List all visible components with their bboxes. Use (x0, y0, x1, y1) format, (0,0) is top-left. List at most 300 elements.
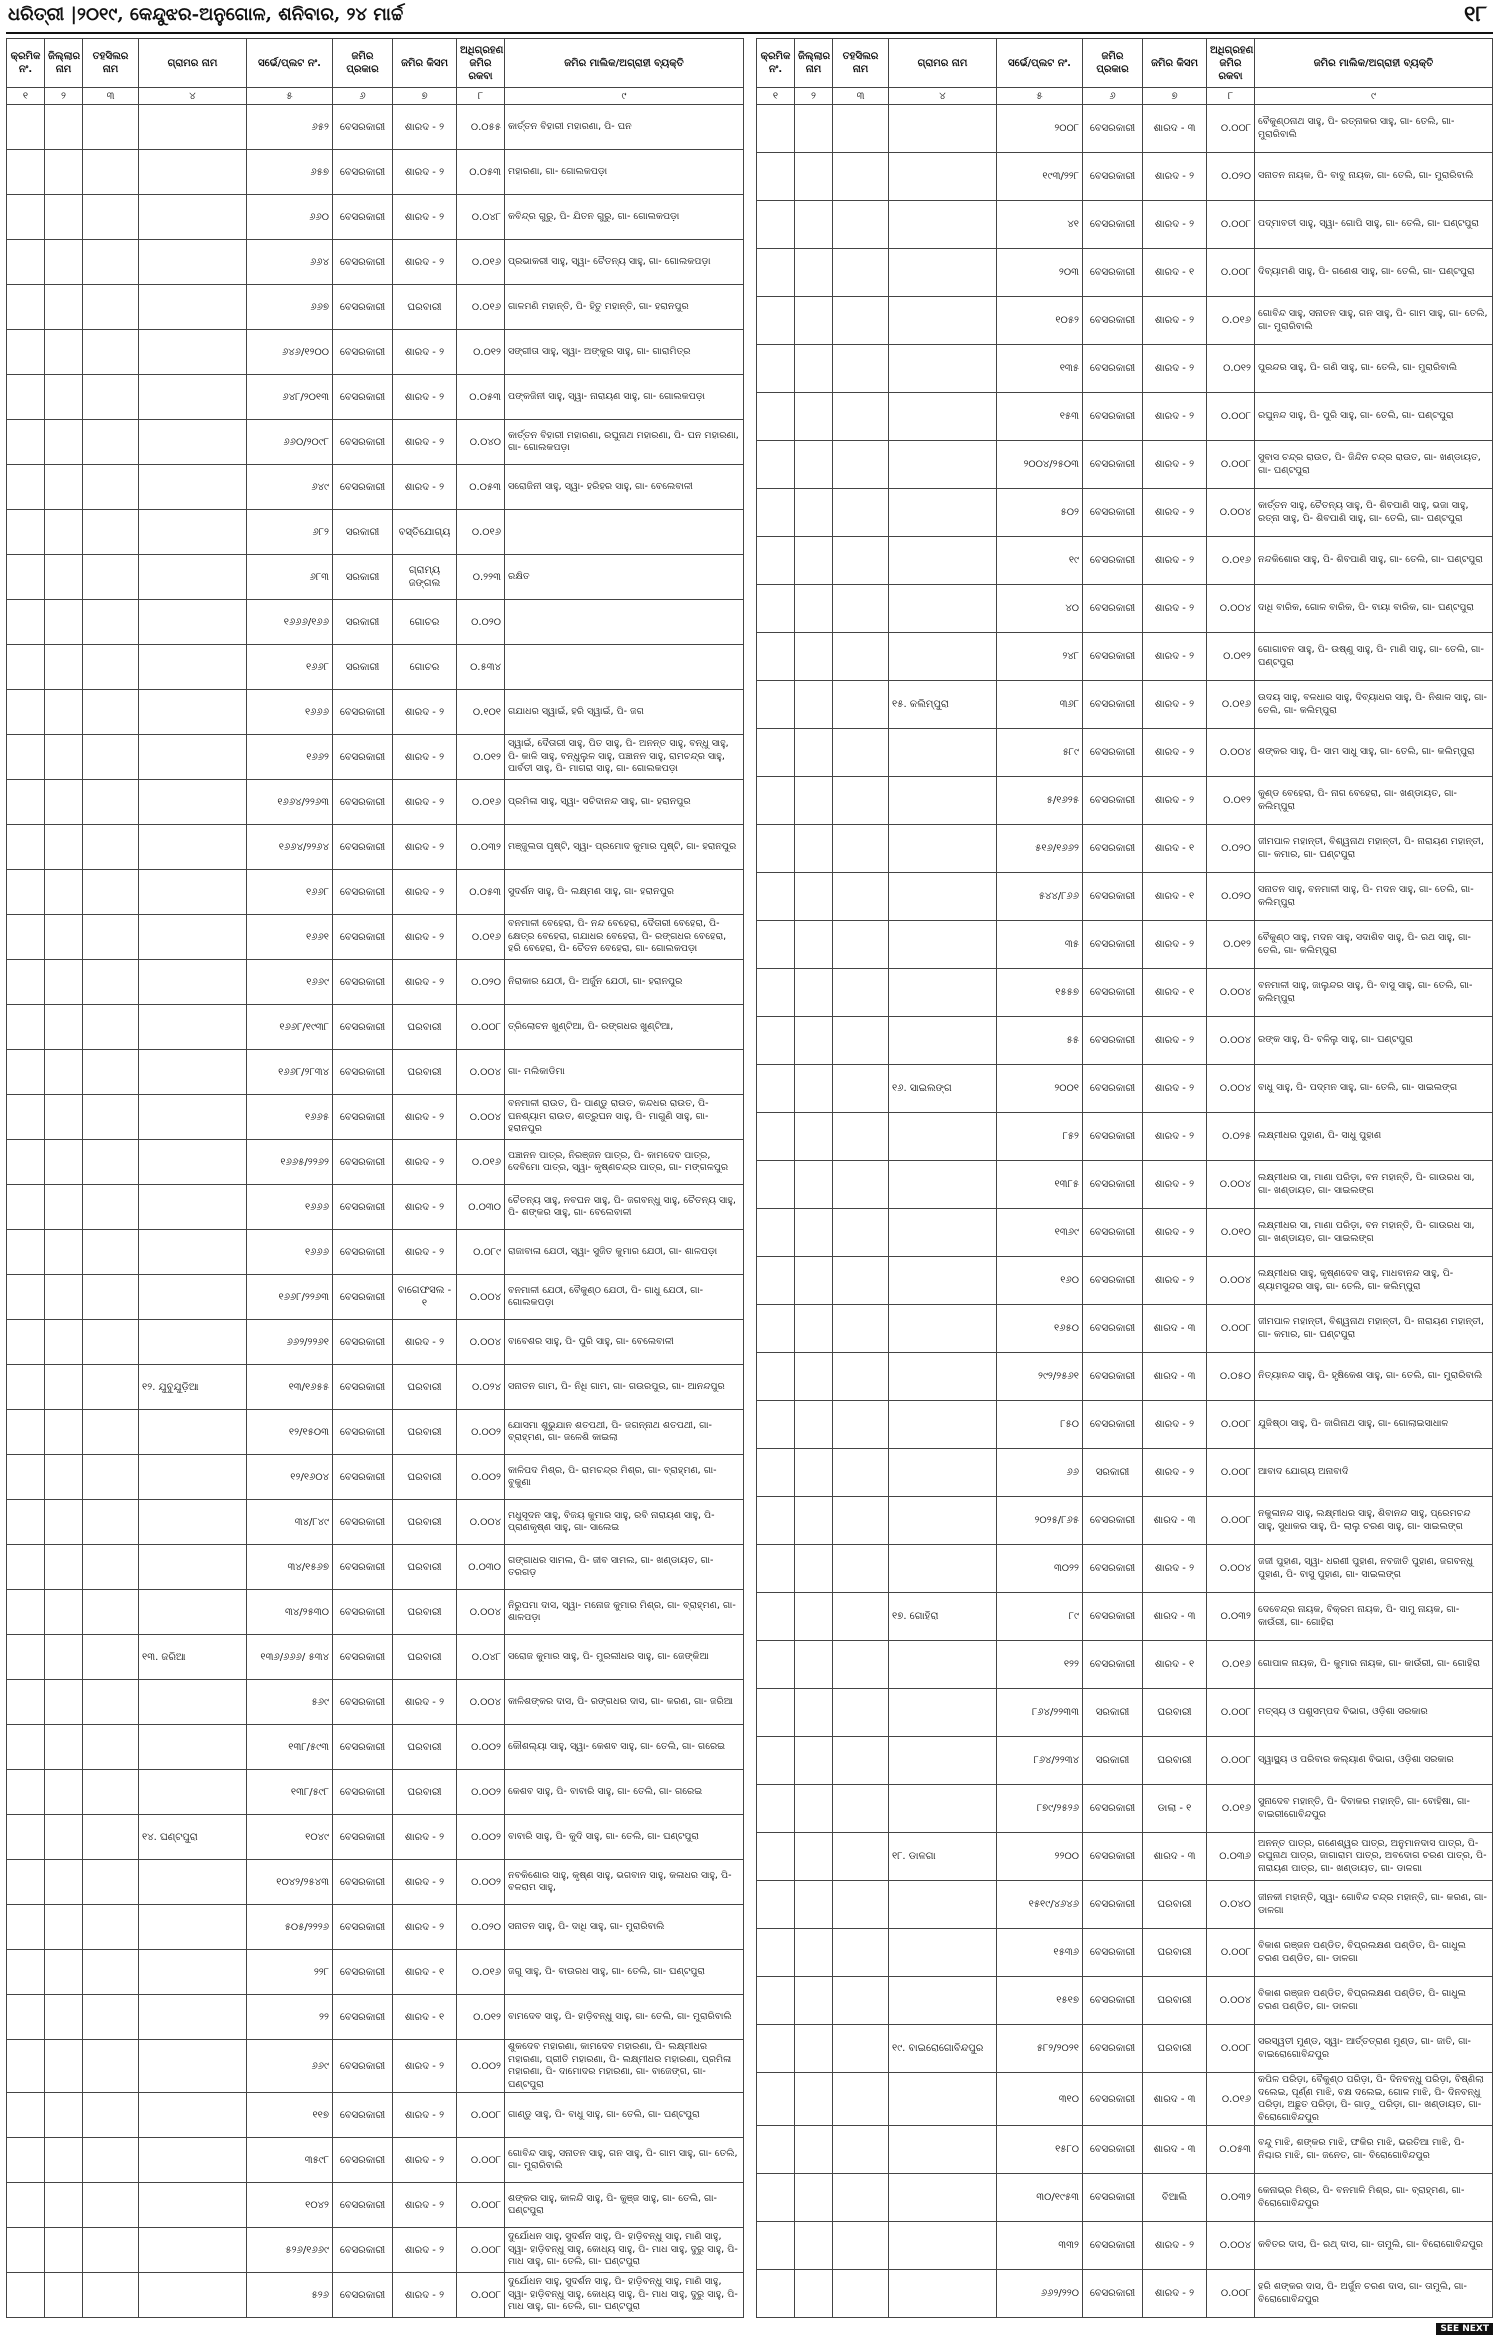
district-cell (795, 2126, 833, 2174)
land-kisam-cell: ଶାରଦ - ୧ (1143, 249, 1207, 297)
district-cell (795, 1641, 833, 1689)
area-cell: ୦.୦୨୦ (1207, 825, 1255, 873)
district-cell (795, 585, 833, 633)
serial-cell (757, 2025, 795, 2073)
tahasil-cell (833, 1065, 889, 1113)
district-cell (45, 780, 83, 825)
serial-cell (7, 1590, 45, 1635)
land-type-cell: ବେସରକାରୀ (333, 1770, 393, 1815)
table-row (7, 1500, 744, 1545)
serial-cell (757, 2174, 795, 2222)
tahasil-cell (833, 1257, 889, 1305)
village-cell (889, 2174, 997, 2222)
table-row (757, 249, 1493, 297)
serial-cell (7, 1320, 45, 1365)
village-cell: ୧୭. ଗୋହିରା (889, 1593, 997, 1641)
district-cell (45, 420, 83, 465)
column-header: ଜିଲ୍ଲାର ନାମ (795, 39, 833, 88)
table-row (757, 729, 1493, 777)
district-cell (795, 105, 833, 153)
area-cell: ୦.୦୫୩ (457, 870, 505, 915)
table-row (7, 1680, 744, 1725)
area-cell: ୦.୦୦୮ (1207, 1497, 1255, 1545)
owner-cell: ଯୋସମା ଶୁଭୁଯାନ ଶତପଥୀ, ପି- ଜଗନ୍ନାଥ ଶତପଥୀ, ଗା- ବ୍ରାହ୍ମଣ, ଗା- ଜଳେଶି କାଇଲା (505, 1410, 744, 1455)
land-kisam-cell: ଘରବାରୀ (393, 285, 457, 330)
owner-cell (505, 510, 744, 555)
owner-cell: ନିତ୍ୟାନନ୍ଦ ସାହୁ, ପି- ହୃଷିକେଶ ସାହୁ, ଗା- ତେଲି, ଗା- ମୁରାରିବାଲି (1255, 1353, 1493, 1401)
district-cell (795, 1449, 833, 1497)
table-row (7, 915, 744, 960)
district-cell (45, 330, 83, 375)
district-cell (45, 1140, 83, 1185)
owner-cell: କାର୍ତ୍ତନ ବିହାରୀ ମହାରଣା, ପି- ଘନ (505, 105, 744, 150)
district-cell (795, 297, 833, 345)
plot-number-cell: ୧୩୮୫ (997, 1161, 1083, 1209)
table-row (757, 585, 1493, 633)
area-cell: ୦.୦୦୨ (457, 1815, 505, 1860)
district-cell (45, 195, 83, 240)
land-kisam-cell: ଘରବାରୀ (393, 1050, 457, 1095)
table-row (7, 825, 744, 870)
tahasil-cell (83, 2040, 139, 2093)
table-row (757, 393, 1493, 441)
land-type-cell: ବେସରକାରୀ (333, 825, 393, 870)
table-row (7, 1905, 744, 1950)
owner-cell: କାଳିଶଙ୍କର ଦାସ, ପି- ରଙ୍ଗଧର ଦାସ, ଗା- କରଣ, ଗା- ଜରିଆ (505, 1680, 744, 1725)
land-kisam-cell: ଶାରଦ - ୨ (1143, 1113, 1207, 1161)
land-type-cell: ବେସରକାରୀ (1083, 345, 1143, 393)
land-type-cell: ବେସରକାରୀ (333, 2040, 393, 2093)
area-cell: ୦.୦୦୪ (1207, 1545, 1255, 1593)
serial-cell (757, 153, 795, 201)
plot-number-cell: ୫୦୫/୨୨୨୬ (247, 1905, 333, 1950)
district-cell (45, 1815, 83, 1860)
village-cell (139, 2273, 247, 2318)
table-row (757, 2073, 1493, 2126)
land-type-cell: ବେସରକାରୀ (1083, 1161, 1143, 1209)
land-type-cell: ସରକାରୀ (1083, 1737, 1143, 1785)
serial-cell (7, 1005, 45, 1050)
land-type-cell: ବେସରକାରୀ (333, 1905, 393, 1950)
plot-number-cell: ୧୬୬୬/୧୬୬ (247, 600, 333, 645)
area-cell: ୦.୦୦୮ (457, 2093, 505, 2138)
district-cell (795, 729, 833, 777)
village-cell (139, 1545, 247, 1590)
land-kisam-cell: ଶାରଦ - ୨ (393, 1230, 457, 1275)
village-cell (139, 1500, 247, 1545)
area-cell: ୦.୦୦୮ (457, 2183, 505, 2228)
land-kisam-cell: ଘରବାରୀ (393, 1545, 457, 1590)
land-kisam-cell: ଶାରଦ - ୨ (393, 825, 457, 870)
land-type-cell: ବେସରକାରୀ (333, 1500, 393, 1545)
district-cell (795, 2025, 833, 2073)
owner-cell: ଜଗୁ ସାହୁ, ପି- ବାଉରଧ ସାହୁ, ଗା- ତେଲି, ଗା- ଘଣ୍ଟପୁରା (505, 1950, 744, 1995)
area-cell: ୦.୦୧୬ (457, 510, 505, 555)
serial-cell (757, 1593, 795, 1641)
owner-cell: ବାବାରି ସାହୁ, ପି- କୁଦି ସାହୁ, ଗା- ତେଲି, ଗା- ଘଣ୍ଟପୁରା (505, 1815, 744, 1860)
village-cell (889, 777, 997, 825)
owner-cell: ବାଧୁ ସାହୁ, ପି- ପଦ୍ମନ ସାହୁ, ଗା- ତେଲି, ଗା- ସାଇଲଙ୍ଗ (1255, 1065, 1493, 1113)
district-cell (45, 555, 83, 600)
serial-cell (7, 600, 45, 645)
village-cell (889, 921, 997, 969)
land-kisam-cell: ଘରବାରୀ (1143, 1977, 1207, 2025)
plot-number-cell: ୧୫୩୬ (997, 1929, 1083, 1977)
tahasil-cell (83, 1455, 139, 1500)
plot-number-cell: ୩୪/୮୪୯ (247, 1500, 333, 1545)
land-kisam-cell: ଶାରଦ - ୨ (393, 150, 457, 195)
owner-cell: କପିଳ ପରିଡ଼ା, ବୈକୁଣ୍ଠ ପରିଡ଼ା, ପି- ଦିନବନ୍ଧୁ ପରିଡ଼ା, ବିଷ୍ଣିଲା ଦଲେଇ, ପୂର୍ଣ୍ଣ ମାଝି, ବକ୍ଷ ଦଲେଇ, ଗୋଳ ମାଝି, ପି- ଦିନବନ୍ଧୁ ପରିଡ଼ା, ଅଛୁତ ପରିଡ଼ା, ପି- ଗାଡ଼ୁ ପରିଡ଼ା, ଗା- ଖଣ୍ଡାୟତ, ଗା- ବିରୋଗୋବିନ୍ଦପୁର (1255, 2073, 1493, 2126)
left-land-table-panel (6, 38, 744, 2318)
plot-number-cell: ୧୬୬୧ (247, 915, 333, 960)
table-row (7, 1590, 744, 1635)
land-type-cell: ବେସରକାରୀ (333, 195, 393, 240)
serial-cell (7, 1995, 45, 2040)
land-acquisition-table-right (756, 38, 1493, 2318)
land-type-cell: ବେସରକାରୀ (333, 1725, 393, 1770)
owner-cell: ଆବାଦ ଯୋଗ୍ୟ ଅନାବାଦି (1255, 1449, 1493, 1497)
plot-number-cell: ୨୨୦୦ (997, 1833, 1083, 1881)
serial-cell (7, 825, 45, 870)
column-header: ସର୍ଭେ/ପ୍ଲଟ ନଂ. (997, 39, 1083, 88)
table-row (757, 873, 1493, 921)
serial-cell (7, 1770, 45, 1815)
land-kisam-cell: ଘରବାରୀ (1143, 1689, 1207, 1737)
district-cell (795, 1881, 833, 1929)
area-cell: ୦.୦୦୪ (1207, 1257, 1255, 1305)
land-type-cell: ବେସରକାରୀ (333, 2228, 393, 2273)
district-cell (795, 921, 833, 969)
owner-cell: ଗା- ମଲିକାଡିମା (505, 1050, 744, 1095)
tahasil-cell (83, 600, 139, 645)
table-row (757, 2126, 1493, 2174)
tahasil-cell (833, 1785, 889, 1833)
land-type-cell: ବେସରକାରୀ (1083, 1833, 1143, 1881)
village-cell (889, 393, 997, 441)
table-row (7, 2183, 744, 2228)
serial-cell (757, 537, 795, 585)
tahasil-cell (833, 1209, 889, 1257)
land-kisam-cell: ଶାରଦ - ୩ (1143, 2073, 1207, 2126)
district-cell (795, 1257, 833, 1305)
plot-number-cell: ୧୫୧୯/୪୬୪୬ (997, 1881, 1083, 1929)
land-type-cell: ବେସରକାରୀ (333, 735, 393, 780)
land-kisam-cell: ଶାରଦ - ୨ (393, 780, 457, 825)
land-kisam-cell: ଶାରଦ - ୩ (1143, 1593, 1207, 1641)
village-cell (139, 1050, 247, 1095)
tahasil-cell (83, 645, 139, 690)
district-cell (45, 150, 83, 195)
land-type-cell: ବେସରକାରୀ (1083, 1305, 1143, 1353)
land-type-cell: ବେସରକାରୀ (333, 1680, 393, 1725)
table-row (757, 1497, 1493, 1545)
area-cell: ୦.୦୪୦ (457, 420, 505, 465)
serial-cell (7, 285, 45, 330)
serial-cell (7, 1860, 45, 1905)
table-row (7, 555, 744, 600)
owner-cell: ଗଙ୍ଗାଧର ସାମଲ, ପି- ଜୀବ ସାମଲ, ଗା- ଖଣ୍ଡାୟତ, ଗା- ତରଗଡ଼ (505, 1545, 744, 1590)
owner-cell: ତ୍ରିଲୋଚନ ଖୁଣ୍ଟିଆ, ପି- ରଙ୍ଗଧର ଖୁଣ୍ଟିଆ, (505, 1005, 744, 1050)
owner-cell: ଯୁଜିଷ୍ଠା ସାହୁ, ପି- ଜାଗିନାଥ ସାହୁ, ଗା- ଗୋଲାଇସାଧାଳ (1255, 1401, 1493, 1449)
table-row (757, 1065, 1493, 1113)
district-cell (795, 1353, 833, 1401)
land-type-cell: ବେସରକାରୀ (333, 1320, 393, 1365)
district-cell (45, 690, 83, 735)
land-kisam-cell: ଘରବାରୀ (1143, 1737, 1207, 1785)
land-kisam-cell: ଶାରଦ - ୨ (393, 1095, 457, 1140)
serial-cell (7, 375, 45, 420)
area-cell: ୦.୦୨୦ (457, 960, 505, 1005)
district-cell (795, 393, 833, 441)
table-row (757, 1257, 1493, 1305)
owner-cell: ସନାତନ ଗାମ, ପି- ନିଧି ଗାମ, ଗା- ଗଉରପୁର, ଗା- ଆନନ୍ଦପୁର (505, 1365, 744, 1410)
land-type-cell: ବେସରକାରୀ (333, 1455, 393, 1500)
table-row (7, 1545, 744, 1590)
land-type-cell: ବେସରକାରୀ (1083, 729, 1143, 777)
tahasil-cell (83, 2273, 139, 2318)
column-number: ୭ (393, 88, 457, 105)
table-row (7, 690, 744, 735)
land-kisam-cell: ଶାରଦ - ୨ (1143, 1449, 1207, 1497)
column-number: ୨ (45, 88, 83, 105)
area-cell: ୦.୦୦୪ (457, 1500, 505, 1545)
land-kisam-cell: ଶାରଦ - ୨ (393, 2138, 457, 2183)
tahasil-cell (833, 585, 889, 633)
land-kisam-cell: ଶାରଦ - ୨ (1143, 2222, 1207, 2270)
land-kisam-cell: ଶାରଦ - ୨ (393, 870, 457, 915)
table-row (757, 969, 1493, 1017)
plot-number-cell: ୧୦୪୨/୨୫୪୩ (247, 1860, 333, 1905)
land-type-cell: ବେସରକାରୀ (333, 1140, 393, 1185)
table-row (7, 1635, 744, 1680)
village-cell (139, 825, 247, 870)
village-cell (889, 1881, 997, 1929)
tahasil-cell (83, 960, 139, 1005)
owner-cell: ବନମାଳୀ ସାହୁ, ଜାଲୁନ୍ଦର ସାହୁ, ପି- ବାସୁ ସାହୁ, ଗା- ତେଲି, ଗା- କଲିମ୍ପୁରା (1255, 969, 1493, 1017)
land-kisam-cell: ଶାରଦ - ୨ (1143, 489, 1207, 537)
village-cell (889, 585, 997, 633)
land-type-cell: ବେସରକାରୀ (1083, 633, 1143, 681)
land-kisam-cell: ଘରବାରୀ (393, 1455, 457, 1500)
area-cell: ୦.୦୧୦ (1207, 1209, 1255, 1257)
tahasil-cell (833, 1737, 889, 1785)
village-cell (139, 735, 247, 780)
owner-cell: ଗଯାଧର ସ୍ୱାଇଁ, ହରି ସ୍ୱାଇଁ, ପି- ଜଗ (505, 690, 744, 735)
village-cell (139, 420, 247, 465)
land-type-cell: ବେସରକାରୀ (1083, 825, 1143, 873)
serial-cell (757, 1785, 795, 1833)
tahasil-cell (833, 825, 889, 873)
district-cell (795, 2222, 833, 2270)
village-cell (889, 1209, 997, 1257)
land-kisam-cell: ଶାରଦ - ୨ (1143, 441, 1207, 489)
serial-cell (757, 105, 795, 153)
village-cell: ୧୯. ବାଇରୋଗୋବିନ୍ଦପୁର (889, 2025, 997, 2073)
serial-cell (7, 465, 45, 510)
land-kisam-cell: ଶାରଦ - ୨ (1143, 153, 1207, 201)
tahasil-cell (83, 1005, 139, 1050)
tahasil-cell (833, 249, 889, 297)
area-cell: ୦.୦୨୦ (457, 1905, 505, 1950)
serial-cell (757, 1929, 795, 1977)
land-type-cell: ବେସରକାରୀ (333, 465, 393, 510)
area-cell: ୦.୦୧୬ (1207, 681, 1255, 729)
village-cell (889, 1737, 997, 1785)
land-kisam-cell: ବିଆଲି (1143, 2174, 1207, 2222)
land-kisam-cell: ଶାରଦ - ୨ (393, 465, 457, 510)
serial-cell (757, 2222, 795, 2270)
district-cell (795, 777, 833, 825)
serial-cell (7, 735, 45, 780)
area-cell: ୦.୦୦୮ (1207, 1305, 1255, 1353)
column-number: ୮ (457, 88, 505, 105)
serial-cell (757, 1209, 795, 1257)
village-cell (889, 489, 997, 537)
plot-number-cell: ୧୯ (997, 537, 1083, 585)
owner-cell: ଚୈତନ୍ୟ ସାହୁ, ନବଘନ ସାହୁ, ପି- ଜଗବନ୍ଧୁ ସାହୁ, ଚୈତନ୍ୟ ସାହୁ, ପି- ଶଙ୍କର ସାହୁ, ଗା- ବେଲେବାଳୀ (505, 1185, 744, 1230)
tahasil-cell (833, 969, 889, 1017)
district-cell (45, 1590, 83, 1635)
table-row (757, 1593, 1493, 1641)
district-cell (45, 1230, 83, 1275)
area-cell: ୦.୦୧୨ (1207, 921, 1255, 969)
tahasil-cell (833, 393, 889, 441)
land-kisam-cell: ଶାରଦ - ୨ (393, 375, 457, 420)
plot-number-cell: ୩୪/୨୫୩୦ (247, 1590, 333, 1635)
village-cell (139, 1860, 247, 1905)
plot-number-cell: ୩୧୦ (997, 2073, 1083, 2126)
column-number: ୧ (757, 88, 795, 105)
land-type-cell: ବେସରକାରୀ (1083, 2025, 1143, 2073)
tahasil-cell (83, 1275, 139, 1320)
land-kisam-cell: ଶାରଦ - ୨ (393, 2183, 457, 2228)
serial-cell (757, 345, 795, 393)
area-cell: ୦.୦୧୨ (1207, 777, 1255, 825)
table-row (757, 1161, 1493, 1209)
plot-number-cell: ୧୬୬୫ (247, 1095, 333, 1140)
village-cell (139, 690, 247, 735)
tahasil-cell (833, 1449, 889, 1497)
serial-cell (7, 1950, 45, 1995)
land-type-cell: ବେସରକାରୀ (333, 1590, 393, 1635)
tahasil-cell (83, 1590, 139, 1635)
village-cell (139, 960, 247, 1005)
tahasil-cell (83, 105, 139, 150)
table-row (7, 1860, 744, 1905)
plot-number-cell: ୮୫୨ (997, 1113, 1083, 1161)
table-row (757, 1737, 1493, 1785)
land-type-cell: ବେସରକାରୀ (1083, 1017, 1143, 1065)
tahasil-cell (833, 201, 889, 249)
area-cell: ୦.୦୨୦ (1207, 873, 1255, 921)
area-cell: ୦.୦୧୬ (457, 240, 505, 285)
serial-cell (7, 1500, 45, 1545)
tahasil-cell (833, 777, 889, 825)
tahasil-cell (83, 1185, 139, 1230)
table-row (757, 201, 1493, 249)
village-cell (889, 729, 997, 777)
area-cell: ୦.୦୦୪ (1207, 489, 1255, 537)
table-row (757, 1545, 1493, 1593)
land-kisam-cell: ଶାରଦ - ୨ (1143, 393, 1207, 441)
area-cell: ୦.୦୧୬ (457, 1140, 505, 1185)
table-row (7, 105, 744, 150)
serial-cell (757, 1401, 795, 1449)
serial-cell (757, 1881, 795, 1929)
column-number: ୫ (997, 88, 1083, 105)
plot-number-cell: ୧୬୬୫/୨୨୬୨ (247, 1140, 333, 1185)
plot-number-cell: ୩୫୯୮ (247, 2138, 333, 2183)
district-cell (795, 201, 833, 249)
table-row (7, 2273, 744, 2318)
land-kisam-cell: ଶାରଦ - ୨ (393, 915, 457, 960)
plot-number-cell: ୮୬୪/୨୨୩୩ (997, 1689, 1083, 1737)
plot-number-cell: ୬୬୯ (247, 2040, 333, 2093)
area-cell: ୦.୦୦୮ (1207, 249, 1255, 297)
land-type-cell: ବେସରକାରୀ (333, 375, 393, 420)
plot-number-cell: ୧୬୬୮ (247, 645, 333, 690)
see-next-label: SEE NEXT (1436, 2323, 1493, 2335)
table-row (757, 1881, 1493, 1929)
table-row (7, 1230, 744, 1275)
area-cell: ୦.୦୦୮ (1207, 1737, 1255, 1785)
area-cell: ୦.୦୧୬ (457, 1950, 505, 1995)
area-cell: ୦.୦୩୨ (1207, 1593, 1255, 1641)
land-kisam-cell: ଗୋଚର (393, 645, 457, 690)
land-type-cell: ବେସରକାରୀ (1083, 1929, 1143, 1977)
tahasil-cell (833, 1305, 889, 1353)
area-cell: ୦.୦୦୮ (1207, 1449, 1255, 1497)
table-row (757, 345, 1493, 393)
owner-cell: ସୁବାସ ଚନ୍ଦ୍ର ରାଉତ, ପି- ଜିନ୍ଦିନ ଚନ୍ଦ୍ର ରାଉତ, ଗା- ଖଣ୍ଡାୟତ, ଗା- ଘଣ୍ଟପୁରା (1255, 441, 1493, 489)
owner-cell: ପ୍ରମିଳା ସାହୁ, ସ୍ୱା- ସଚିଦାନନ୍ଦ ସାହୁ, ଗା- ହରାନପୁର (505, 780, 744, 825)
district-cell (795, 2270, 833, 2318)
village-cell (139, 105, 247, 150)
table-row (7, 1095, 744, 1140)
table-row (7, 1950, 744, 1995)
owner-cell: ପୁରନ୍ଦର ସାହୁ, ପି- ଗଣି ସାହୁ, ଗା- ତେଲି, ଗା- ମୁରାରିବାଲି (1255, 345, 1493, 393)
land-kisam-cell: ଶାରଦ - ୧ (1143, 873, 1207, 921)
village-cell (889, 1785, 997, 1833)
land-type-cell: ବେସରକାରୀ (1083, 2222, 1143, 2270)
serial-cell (757, 1641, 795, 1689)
land-kisam-cell: ଘରବାରୀ (1143, 1929, 1207, 1977)
serial-cell (7, 1725, 45, 1770)
land-kisam-cell: ଶାରଦ - ୨ (393, 420, 457, 465)
owner-cell: କାଳିପଦ ମିଶ୍ର, ପି- ରାମଚନ୍ଦ୍ର ମିଶ୍ର, ଗା- ବ୍ରାହ୍ମଣ, ଗା- ବୁକୁଣା (505, 1455, 744, 1500)
plot-number-cell: ୧୩୬/୬୬୬/ ୫୩୪ (247, 1635, 333, 1680)
village-cell (889, 1161, 997, 1209)
table-row (757, 297, 1493, 345)
plot-number-cell: ୫୨୬/୧୬୬୯ (247, 2228, 333, 2273)
owner-cell: ସରୋଜ କୁମାର ସାହୁ, ପି- ମୁରଲୀଧର ସାହୁ, ଗା- ଜେଙ୍କିଆ (505, 1635, 744, 1680)
table-row (7, 645, 744, 690)
tahasil-cell (833, 2174, 889, 2222)
tahasil-cell (83, 465, 139, 510)
land-kisam-cell: ଶାରଦ - ୨ (393, 1320, 457, 1365)
area-cell: ୦.୦୦୨ (457, 1455, 505, 1500)
serial-cell (757, 921, 795, 969)
land-kisam-cell: ଶାରଦ - ୨ (1143, 921, 1207, 969)
land-kisam-cell: ଘରବାରୀ (393, 1725, 457, 1770)
owner-cell: ନବକିଶୋର ସାହୁ, କୃଷ୍ଣ ସାହୁ, ଭଗବାନ ସାହୁ, କଳାଧର ସାହୁ, ପି- ବଳରାମ ସାହୁ, (505, 1860, 744, 1905)
plot-number-cell: ୫୮୨/୨୦୨୧ (997, 2025, 1083, 2073)
tahasil-cell (83, 510, 139, 555)
serial-cell (757, 729, 795, 777)
owner-cell: ବୈକୁଣ୍ଠ ସାହୁ, ମଦନ ସାହୁ, ସଦାଶିବ ସାହୁ, ପି- ରଥ ସାହୁ, ଗା- ତେଲି, ଗା- କଲିମ୍ପୁରା (1255, 921, 1493, 969)
plot-number-cell: ୬୬୭ (247, 285, 333, 330)
land-type-cell: ବେସରକାରୀ (1083, 489, 1143, 537)
